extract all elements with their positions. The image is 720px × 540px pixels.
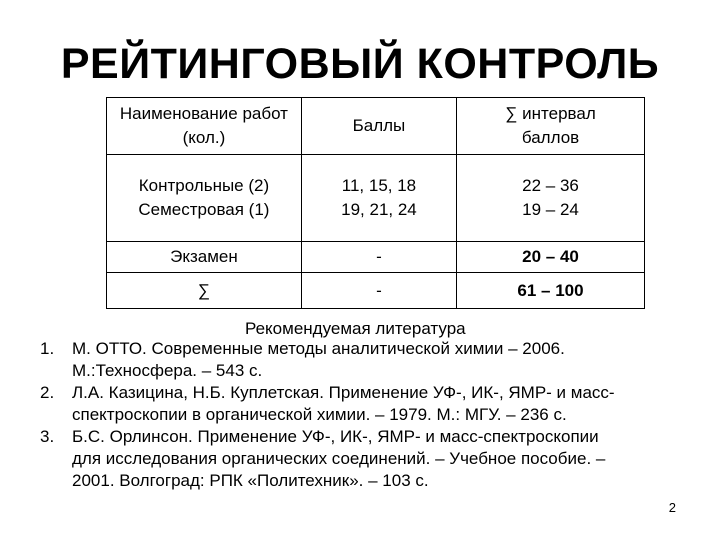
row-tests-name-line2: Семестровая (1) [138, 200, 270, 219]
table-row [107, 273, 645, 309]
row-exam-interval: 20 – 40 [457, 242, 645, 273]
page-number: 2 [668, 500, 676, 515]
header-name-line2: (кол.) [182, 128, 226, 147]
header-interval-line2: баллов [521, 128, 580, 147]
row-exam-name: Экзамен [107, 242, 302, 273]
literature-item-line: для исследования органических соединений. – Учебное пособие. – [72, 449, 606, 468]
header-interval-cell [457, 98, 645, 155]
row-tests-interval-line2: 19 – 24 [522, 200, 579, 219]
row-tests-score-line2: 19, 21, 24 [341, 200, 417, 219]
literature-item-number: 1. [40, 339, 55, 358]
literature-heading: Рекомендуемая литература [245, 319, 466, 338]
literature-item-line: М. ОТТО. Современные методы аналитической химии – 2006. [72, 339, 565, 358]
row-total-score: - [301, 273, 456, 309]
header-score: Баллы [352, 116, 406, 135]
literature-item-line: 2001. Волгоград: РПК «Политехник». – 103 с. [72, 471, 429, 490]
row-total-interval: 61 – 100 [457, 273, 645, 309]
row-tests-score-cell [301, 155, 456, 242]
literature-item-line: Б.С. Орлинсон. Применение УФ-, ИК-, ЯМР- и масс-спектроскопии [72, 427, 599, 446]
header-score-cell [301, 98, 456, 155]
list-item [40, 426, 700, 492]
literature-item-number: 3. [40, 427, 55, 446]
row-exam-score: - [301, 242, 456, 273]
table-row [107, 155, 645, 242]
row-tests-name-cell [107, 155, 302, 242]
literature-item-number: 2. [40, 383, 55, 402]
literature-item-line: М.:Техносфера. – 543 с. [72, 361, 263, 380]
row-tests-interval-line1: 22 – 36 [522, 176, 579, 195]
literature-item-line: Л.А. Казицина, Н.Б. Куплетская. Применение УФ-, ИК-, ЯМР- и масс- [72, 383, 615, 402]
row-tests-interval-cell [457, 155, 645, 242]
row-total-name: ∑ [107, 273, 302, 309]
row-tests-name-line1: Контрольные (2) [138, 176, 270, 195]
header-interval-line1: ∑ интервал [505, 104, 596, 123]
list-item [40, 338, 700, 382]
table-row [107, 242, 645, 273]
literature-list [40, 338, 700, 492]
rating-table [106, 97, 645, 309]
header-name-cell [107, 98, 302, 155]
slide-title: РЕЙТИНГОВЫЙ КОНТРОЛЬ [60, 40, 660, 88]
row-tests-score-line1: 11, 15, 18 [341, 176, 417, 195]
literature-item-line: спектроскопии в органической химии. – 1979. М.: МГУ. – 236 с. [72, 405, 567, 424]
table-header-row [107, 98, 645, 155]
header-name-line1: Наименование работ [119, 104, 288, 123]
list-item [40, 382, 700, 426]
